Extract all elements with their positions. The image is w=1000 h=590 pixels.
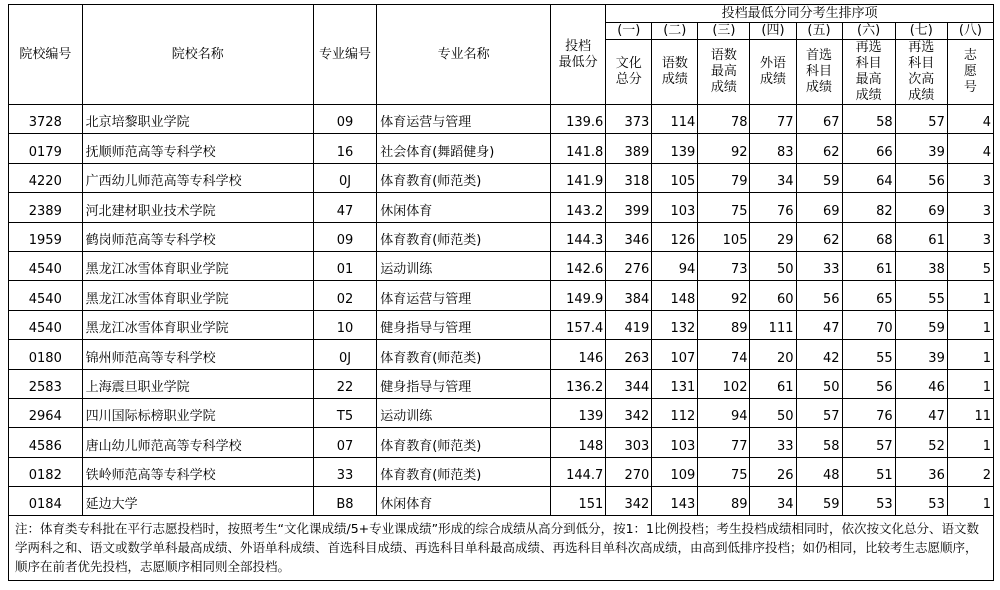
cell-preference-number: 3 <box>947 193 993 222</box>
cell-major-code: 22 <box>313 369 376 398</box>
cell-school-code: 0184 <box>9 487 83 516</box>
cell-chinese-math-score: 132 <box>652 310 698 339</box>
cell-preference-number: 4 <box>947 134 993 163</box>
header-sub-column <box>796 40 842 105</box>
cell-first-subject-score: 62 <box>796 222 842 251</box>
cell-culture-total: 344 <box>606 369 652 398</box>
cell-major-name: 体育教育(师范类) <box>377 457 551 486</box>
cell-school-name: 抚顺师范高等专科学校 <box>82 134 313 163</box>
cell-preference-number: 1 <box>947 369 993 398</box>
cell-reselect-max-score: 53 <box>842 487 895 516</box>
cell-school-code: 0179 <box>9 134 83 163</box>
table-row <box>9 369 994 398</box>
cell-preference-number: 3 <box>947 163 993 192</box>
table-row <box>9 193 994 222</box>
cell-reselect-second-score: 36 <box>895 457 947 486</box>
cell-chinese-math-score: 114 <box>652 105 698 134</box>
table-row <box>9 163 994 192</box>
table-row <box>9 487 994 516</box>
cell-chinese-math-max: 78 <box>698 105 750 134</box>
cell-chinese-math-score: 109 <box>652 457 698 486</box>
admission-table-container <box>8 4 994 581</box>
cell-major-name: 体育教育(师范类) <box>377 222 551 251</box>
cell-reselect-second-score: 61 <box>895 222 947 251</box>
cell-reselect-max-score: 70 <box>842 310 895 339</box>
header-school-name: 院校名称 <box>82 5 313 105</box>
cell-preference-number: 11 <box>947 398 993 427</box>
cell-chinese-math-score: 112 <box>652 398 698 427</box>
cell-school-name: 锦州师范高等专科学校 <box>82 340 313 369</box>
cell-culture-total: 342 <box>606 398 652 427</box>
cell-major-code: 09 <box>313 222 376 251</box>
cell-first-subject-score: 42 <box>796 340 842 369</box>
header-sub-label: (四) <box>750 23 796 40</box>
cell-major-name: 健身指导与管理 <box>377 369 551 398</box>
table-row <box>9 222 994 251</box>
cell-major-code: 01 <box>313 251 376 280</box>
cell-min-score: 143.2 <box>551 193 606 222</box>
cell-chinese-math-max: 77 <box>698 428 750 457</box>
cell-chinese-math-score: 105 <box>652 163 698 192</box>
cell-reselect-max-score: 68 <box>842 222 895 251</box>
header-sub-column <box>652 40 698 105</box>
header-sub-label: (三) <box>698 23 750 40</box>
cell-major-name: 运动训练 <box>377 398 551 427</box>
cell-culture-total: 419 <box>606 310 652 339</box>
cell-chinese-math-score: 139 <box>652 134 698 163</box>
cell-chinese-math-max: 102 <box>698 369 750 398</box>
table-row <box>9 251 994 280</box>
header-major-name: 专业名称 <box>377 5 551 105</box>
cell-major-name: 健身指导与管理 <box>377 310 551 339</box>
cell-major-code: 10 <box>313 310 376 339</box>
cell-preference-number: 5 <box>947 251 993 280</box>
table-header <box>9 5 994 105</box>
cell-foreign-language-score: 34 <box>750 487 796 516</box>
cell-first-subject-score: 56 <box>796 281 842 310</box>
cell-chinese-math-max: 73 <box>698 251 750 280</box>
cell-chinese-math-max: 74 <box>698 340 750 369</box>
cell-school-name: 铁岭师范高等专科学校 <box>82 457 313 486</box>
cell-reselect-max-score: 51 <box>842 457 895 486</box>
cell-school-name: 河北建材职业技术学院 <box>82 193 313 222</box>
cell-chinese-math-max: 75 <box>698 193 750 222</box>
header-sub-column-text: 首选 科目 成绩 <box>806 48 833 95</box>
cell-reselect-max-score: 76 <box>842 398 895 427</box>
cell-chinese-math-max: 75 <box>698 457 750 486</box>
cell-min-score: 144.3 <box>551 222 606 251</box>
cell-school-code: 2583 <box>9 369 83 398</box>
cell-school-name: 广西幼儿师范高等专科学校 <box>82 163 313 192</box>
header-sub-column-text: 文化 总分 <box>615 56 642 87</box>
cell-culture-total: 342 <box>606 487 652 516</box>
cell-chinese-math-score: 103 <box>652 428 698 457</box>
cell-major-code: 0J <box>313 163 376 192</box>
table-row <box>9 457 994 486</box>
cell-major-code: 47 <box>313 193 376 222</box>
header-sub-column-text: 外语 成绩 <box>759 56 786 87</box>
cell-min-score: 142.6 <box>551 251 606 280</box>
cell-major-code: T5 <box>313 398 376 427</box>
cell-chinese-math-max: 89 <box>698 310 750 339</box>
header-sub-label: (五) <box>796 23 842 40</box>
cell-chinese-math-score: 107 <box>652 340 698 369</box>
cell-major-name: 社会体育(舞蹈健身) <box>377 134 551 163</box>
cell-reselect-second-score: 46 <box>895 369 947 398</box>
header-sub-column-text: 再选 科目 最高 成绩 <box>855 40 882 103</box>
cell-major-code: 33 <box>313 457 376 486</box>
cell-school-code: 2389 <box>9 193 83 222</box>
cell-culture-total: 318 <box>606 163 652 192</box>
cell-reselect-max-score: 64 <box>842 163 895 192</box>
header-sub-column <box>947 40 993 105</box>
cell-chinese-math-max: 94 <box>698 398 750 427</box>
cell-foreign-language-score: 111 <box>750 310 796 339</box>
cell-foreign-language-score: 61 <box>750 369 796 398</box>
cell-preference-number: 1 <box>947 340 993 369</box>
cell-school-name: 唐山幼儿师范高等专科学校 <box>82 428 313 457</box>
table-row <box>9 428 994 457</box>
cell-school-name: 延边大学 <box>82 487 313 516</box>
cell-foreign-language-score: 50 <box>750 398 796 427</box>
header-school-code: 院校编号 <box>9 5 83 105</box>
cell-reselect-second-score: 59 <box>895 310 947 339</box>
cell-chinese-math-score: 94 <box>652 251 698 280</box>
cell-reselect-second-score: 47 <box>895 398 947 427</box>
cell-culture-total: 263 <box>606 340 652 369</box>
cell-min-score: 149.9 <box>551 281 606 310</box>
cell-chinese-math-score: 143 <box>652 487 698 516</box>
admission-score-table <box>8 4 994 581</box>
cell-culture-total: 399 <box>606 193 652 222</box>
header-sub-column-text: 志 愿 号 <box>963 48 977 95</box>
cell-min-score: 148 <box>551 428 606 457</box>
cell-major-name: 体育运营与管理 <box>377 105 551 134</box>
cell-reselect-second-score: 38 <box>895 251 947 280</box>
cell-foreign-language-score: 83 <box>750 134 796 163</box>
cell-foreign-language-score: 33 <box>750 428 796 457</box>
cell-major-code: B8 <box>313 487 376 516</box>
header-sub-column-text: 语数 最高 成绩 <box>710 48 737 95</box>
cell-reselect-second-score: 55 <box>895 281 947 310</box>
cell-school-name: 四川国际标榜职业学院 <box>82 398 313 427</box>
cell-school-code: 4540 <box>9 281 83 310</box>
cell-first-subject-score: 69 <box>796 193 842 222</box>
cell-foreign-language-score: 20 <box>750 340 796 369</box>
cell-first-subject-score: 57 <box>796 398 842 427</box>
cell-reselect-second-score: 39 <box>895 134 947 163</box>
cell-foreign-language-score: 50 <box>750 251 796 280</box>
cell-reselect-max-score: 57 <box>842 428 895 457</box>
cell-school-name: 黑龙江冰雪体育职业学院 <box>82 310 313 339</box>
cell-reselect-max-score: 82 <box>842 193 895 222</box>
cell-foreign-language-score: 60 <box>750 281 796 310</box>
cell-school-code: 3728 <box>9 105 83 134</box>
cell-culture-total: 270 <box>606 457 652 486</box>
cell-preference-number: 1 <box>947 428 993 457</box>
cell-preference-number: 4 <box>947 105 993 134</box>
cell-reselect-second-score: 56 <box>895 163 947 192</box>
header-sub-label: (七) <box>895 23 947 40</box>
header-min-score: 投档 最低分 <box>551 5 606 105</box>
cell-reselect-max-score: 61 <box>842 251 895 280</box>
cell-chinese-math-score: 126 <box>652 222 698 251</box>
cell-reselect-max-score: 65 <box>842 281 895 310</box>
cell-first-subject-score: 58 <box>796 428 842 457</box>
cell-chinese-math-max: 92 <box>698 134 750 163</box>
cell-first-subject-score: 50 <box>796 369 842 398</box>
cell-culture-total: 303 <box>606 428 652 457</box>
header-sub-column <box>606 40 652 105</box>
cell-school-code: 4540 <box>9 251 83 280</box>
cell-school-code: 4586 <box>9 428 83 457</box>
cell-reselect-max-score: 56 <box>842 369 895 398</box>
cell-major-name: 体育运营与管理 <box>377 281 551 310</box>
table-row <box>9 281 994 310</box>
cell-min-score: 146 <box>551 340 606 369</box>
cell-chinese-math-score: 131 <box>652 369 698 398</box>
cell-culture-total: 384 <box>606 281 652 310</box>
cell-foreign-language-score: 76 <box>750 193 796 222</box>
cell-reselect-second-score: 53 <box>895 487 947 516</box>
header-sub-label: (八) <box>947 23 993 40</box>
cell-min-score: 139.6 <box>551 105 606 134</box>
header-sub-column <box>750 40 796 105</box>
table-body <box>9 105 994 516</box>
table-row <box>9 340 994 369</box>
cell-school-code: 0180 <box>9 340 83 369</box>
header-sub-label: (一) <box>606 23 652 40</box>
header-sub-column <box>842 40 895 105</box>
cell-preference-number: 1 <box>947 487 993 516</box>
cell-school-name: 上海震旦职业学院 <box>82 369 313 398</box>
cell-major-code: 02 <box>313 281 376 310</box>
cell-school-code: 1959 <box>9 222 83 251</box>
cell-reselect-max-score: 55 <box>842 340 895 369</box>
header-sub-column-text: 再选 科目 次高 成绩 <box>908 40 935 103</box>
cell-reselect-second-score: 52 <box>895 428 947 457</box>
cell-reselect-second-score: 39 <box>895 340 947 369</box>
cell-chinese-math-max: 79 <box>698 163 750 192</box>
cell-foreign-language-score: 26 <box>750 457 796 486</box>
cell-preference-number: 1 <box>947 310 993 339</box>
cell-culture-total: 373 <box>606 105 652 134</box>
cell-reselect-max-score: 58 <box>842 105 895 134</box>
cell-culture-total: 389 <box>606 134 652 163</box>
cell-chinese-math-score: 103 <box>652 193 698 222</box>
cell-major-name: 休闲体育 <box>377 487 551 516</box>
cell-major-name: 体育教育(师范类) <box>377 163 551 192</box>
cell-major-name: 休闲体育 <box>377 193 551 222</box>
cell-school-code: 4540 <box>9 310 83 339</box>
cell-major-code: 16 <box>313 134 376 163</box>
cell-min-score: 136.2 <box>551 369 606 398</box>
cell-first-subject-score: 47 <box>796 310 842 339</box>
header-sub-label: (六) <box>842 23 895 40</box>
cell-preference-number: 2 <box>947 457 993 486</box>
table-row <box>9 105 994 134</box>
cell-preference-number: 1 <box>947 281 993 310</box>
table-row <box>9 134 994 163</box>
cell-major-code: 0J <box>313 340 376 369</box>
cell-culture-total: 276 <box>606 251 652 280</box>
cell-first-subject-score: 62 <box>796 134 842 163</box>
cell-reselect-second-score: 57 <box>895 105 947 134</box>
cell-school-code: 0182 <box>9 457 83 486</box>
table-row <box>9 398 994 427</box>
cell-min-score: 157.4 <box>551 310 606 339</box>
cell-school-name: 北京培黎职业学院 <box>82 105 313 134</box>
cell-culture-total: 346 <box>606 222 652 251</box>
cell-school-code: 2964 <box>9 398 83 427</box>
header-sub-label: (二) <box>652 23 698 40</box>
cell-major-code: 07 <box>313 428 376 457</box>
cell-min-score: 144.7 <box>551 457 606 486</box>
cell-reselect-max-score: 66 <box>842 134 895 163</box>
cell-major-name: 运动训练 <box>377 251 551 280</box>
cell-reselect-second-score: 69 <box>895 193 947 222</box>
header-ranking-group: 投档最低分同分考生排序项 <box>606 5 994 23</box>
cell-first-subject-score: 48 <box>796 457 842 486</box>
cell-chinese-math-max: 92 <box>698 281 750 310</box>
cell-school-name: 鹤岗师范高等专科学校 <box>82 222 313 251</box>
cell-min-score: 139 <box>551 398 606 427</box>
cell-first-subject-score: 33 <box>796 251 842 280</box>
cell-preference-number: 3 <box>947 222 993 251</box>
cell-school-code: 4220 <box>9 163 83 192</box>
header-major-code: 专业编号 <box>313 5 376 105</box>
cell-foreign-language-score: 34 <box>750 163 796 192</box>
cell-school-name: 黑龙江冰雪体育职业学院 <box>82 281 313 310</box>
cell-first-subject-score: 59 <box>796 487 842 516</box>
cell-min-score: 141.9 <box>551 163 606 192</box>
cell-major-name: 体育教育(师范类) <box>377 428 551 457</box>
cell-foreign-language-score: 77 <box>750 105 796 134</box>
header-sub-column-text: 语数 成绩 <box>661 56 688 87</box>
cell-min-score: 151 <box>551 487 606 516</box>
footnote: 注：体育类专科批在平行志愿投档时，按照考生“文化课成绩/5+专业课成绩”形成的综合成绩从高分到低分，按1：1比例投档；考生投档成绩相同时，依次按文化总分、语文数学两科之和、语文或数学单科最高成绩、外语单科成绩、首选科目成绩、再选科目单科最高成绩、再选科目单科次高成绩，由高到低排序投档；如仍相同，比较考生志愿顺序，顺序在前者优先投档，志愿顺序相同则全部投档。 <box>9 516 994 581</box>
cell-chinese-math-max: 105 <box>698 222 750 251</box>
cell-major-code: 09 <box>313 105 376 134</box>
cell-first-subject-score: 59 <box>796 163 842 192</box>
header-sub-column <box>698 40 750 105</box>
cell-school-name: 黑龙江冰雪体育职业学院 <box>82 251 313 280</box>
cell-first-subject-score: 67 <box>796 105 842 134</box>
cell-chinese-math-score: 148 <box>652 281 698 310</box>
table-row <box>9 310 994 339</box>
cell-major-name: 体育教育(师范类) <box>377 340 551 369</box>
cell-foreign-language-score: 29 <box>750 222 796 251</box>
header-sub-column <box>895 40 947 105</box>
cell-chinese-math-max: 89 <box>698 487 750 516</box>
cell-min-score: 141.8 <box>551 134 606 163</box>
